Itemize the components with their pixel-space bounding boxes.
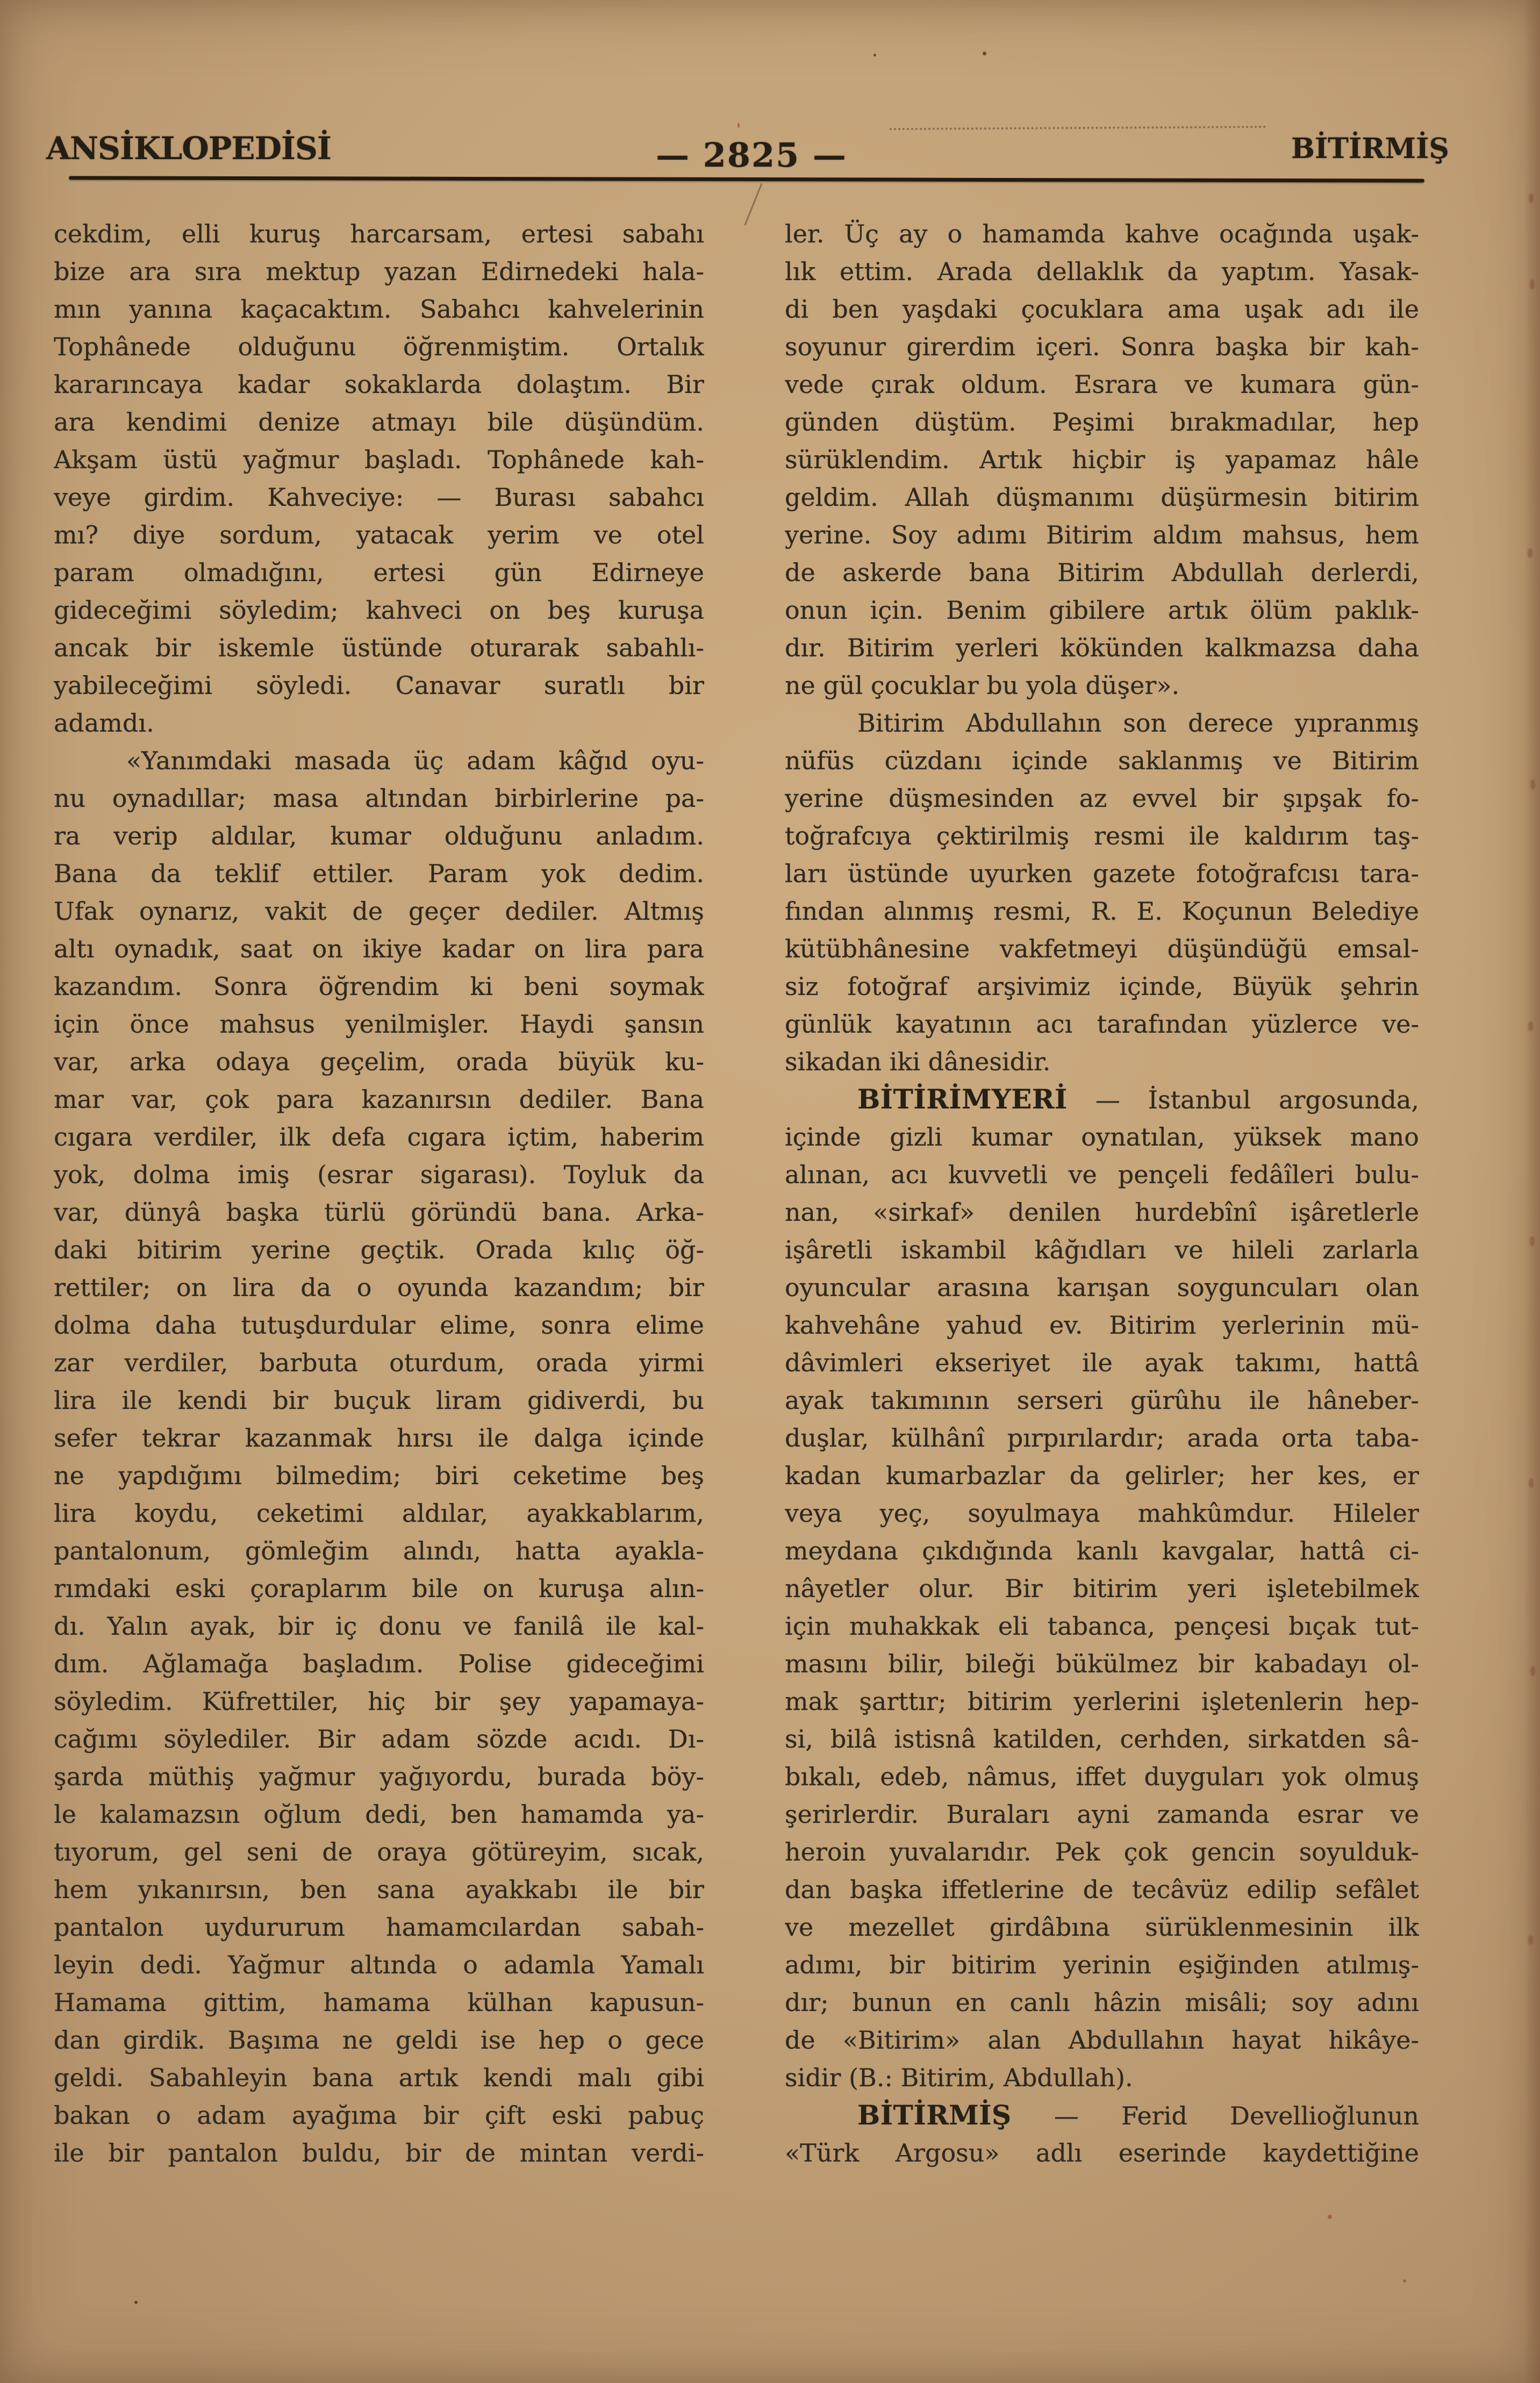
text-line: yerine düşmesinden az evvel bir şıpşak fo- bbox=[785, 784, 1419, 813]
paper-speck bbox=[983, 52, 986, 55]
text-line: heroin yuvalarıdır. Pek çok gencin soyulduk- bbox=[785, 1837, 1419, 1866]
text-line: di ben yaşdaki çocuklara ama uşak adı ile bbox=[785, 295, 1419, 324]
text-line: için muhakkak eli tabanca, pençesi bıçak tut- bbox=[785, 1612, 1419, 1641]
text-line: nâyetler olur. Bir bitirim yeri işletebilmek bbox=[785, 1574, 1419, 1603]
text-line: mı? diye sordum, yatacak yerim ve otel bbox=[54, 520, 704, 549]
text-line: için önce mahsus yenilmişler. Haydi şansın bbox=[54, 1010, 704, 1039]
text-line: kahvehâne yahud ev. Bitirim yerlerinin mü- bbox=[785, 1311, 1419, 1340]
text-line: günden düştüm. Peşimi bırakmadılar, hep bbox=[785, 407, 1419, 436]
text-line: lira ile kendi bir buçuk liram gidiverdi, bu bbox=[54, 1386, 704, 1415]
text-line: param olmadığını, ertesi gün Edirneye bbox=[54, 558, 704, 587]
text-line: var, dünyâ başka türlü göründü bana. Arka- bbox=[54, 1198, 704, 1227]
text-line: Ufak oynarız, vakit de geçer dediler. Altmış bbox=[54, 897, 704, 926]
text-line: yabileceğimi söyledi. Canavar suratlı bir bbox=[54, 671, 704, 700]
text-column-right bbox=[785, 215, 1419, 2172]
text-line: bıkalı, edeb, nâmus, iffet duyguları yok olmuş bbox=[785, 1762, 1419, 1791]
text-line: ne yapdığımı bilmedim; biri ceketime beş bbox=[54, 1461, 704, 1490]
text-line: söyledim. Küfrettiler, hiç bir şey yapamaya- bbox=[54, 1687, 704, 1716]
text-line: sürüklendim. Artık hiçbir iş yapamaz hâle bbox=[785, 445, 1419, 474]
header-divider-rule bbox=[69, 176, 1424, 182]
text-line: ayak takımının serseri gürûhu ile hâneber- bbox=[785, 1386, 1419, 1415]
text-line: ler. Üç ay o hamamda kahve ocağında uşak- bbox=[785, 219, 1419, 248]
text-line: de askerde bana Bitirim Abdullah derlerdi, bbox=[785, 558, 1419, 587]
text-line: sidir (B.: Bitirim, Abdullah). bbox=[785, 2063, 1133, 2092]
text-line: dır. Bitirim yerleri kökünden kalkmazsa daha bbox=[785, 633, 1419, 662]
text-line: dâvimleri ekseriyet ile ayak takımı, hattâ bbox=[785, 1348, 1419, 1377]
entry-headword: BİTİRMİŞ bbox=[857, 2099, 1012, 2131]
paper-speck bbox=[873, 54, 876, 56]
text-line: yok, dolma imiş (esrar sigarası). Toyluk da bbox=[54, 1160, 704, 1189]
text-line: kararıncaya kadar sokaklarda dolaştım. Bir bbox=[54, 370, 704, 399]
text-line: vede çırak oldum. Esrara ve kumara gün- bbox=[785, 370, 1419, 399]
page-right-edge-shadow bbox=[1524, 0, 1540, 2383]
text-line: veye girdim. Kahveciye: — Burası sabahcı bbox=[54, 483, 704, 512]
paper-fiber-mark bbox=[744, 183, 762, 225]
text-line: bize ara sıra mektup yazan Edirnedeki hala- bbox=[54, 257, 704, 286]
text-line: masını bilir, bileği bükülmez bir kabadayı ol- bbox=[785, 1649, 1419, 1678]
text-line: içinde gizli kumar oynatılan, yüksek mano bbox=[785, 1122, 1419, 1151]
paper-speck bbox=[134, 2301, 138, 2304]
text-line: rettiler; on lira da o oyunda kazandım; bir bbox=[54, 1273, 704, 1302]
text-line: işâretli iskambil kâğıdları ve hileli zarlarla bbox=[785, 1235, 1419, 1264]
text-line: Hamama gittim, hamama külhan kapusun- bbox=[54, 1988, 704, 2017]
text-line: sikadan iki dânesidir. bbox=[785, 1047, 1051, 1076]
text-line: lira koydu, ceketimi aldılar, ayakkablarım, bbox=[54, 1499, 704, 1528]
text-line: bakan o adam ayağıma bir çift eski pabuç bbox=[54, 2101, 704, 2130]
header-page-number: — 2825 — bbox=[656, 135, 847, 175]
text-line: daki bitirim yerine geçtik. Orada kılıç öğ- bbox=[54, 1235, 704, 1264]
text-line: ancak bir iskemle üstünde oturarak sabahlı- bbox=[54, 633, 704, 662]
paper-speck bbox=[1403, 2279, 1406, 2282]
text-line: adımı, bir bitirim yerinin eşiğinden atılmış- bbox=[785, 1950, 1419, 1979]
text-line: ve mezellet girdâbına sürüklenmesinin ilk bbox=[785, 1913, 1419, 1942]
text-line: nu oynadıllar; masa altından birbirlerine pa- bbox=[54, 784, 704, 813]
text-line: Tophânede olduğunu öğrenmiştim. Ortalık bbox=[54, 332, 704, 361]
text-line: oyuncular arasına karışan soyguncuları olan bbox=[785, 1273, 1419, 1302]
text-line: altı oynadık, saat on ikiye kadar on lira para bbox=[54, 934, 704, 963]
text-line: alınan, acı kuvvetli ve pençeli fedâîleri bulu- bbox=[785, 1160, 1419, 1189]
text-line: ları üstünde uyurken gazete fotoğrafcısı tara- bbox=[785, 859, 1419, 888]
text-line: dı. Yalın ayak, bir iç donu ve fanilâ ile kal- bbox=[54, 1612, 704, 1641]
text-line: kazandım. Sonra öğrendim ki beni soymak bbox=[54, 972, 704, 1001]
text-line: adamdı. bbox=[54, 709, 154, 738]
text-line: cağımı söylediler. Bir adam sözde acıdı. Dı- bbox=[54, 1724, 704, 1754]
text-line: ile bir pantalon buldu, bir de mintan verdi- bbox=[54, 2138, 704, 2167]
paper-speck bbox=[1328, 2215, 1332, 2219]
text-line: de «Bitirim» alan Abdullahın hayat hikâye- bbox=[785, 2026, 1419, 2055]
text-line: dan girdik. Başıma ne geldi ise hep o gece bbox=[54, 2026, 704, 2055]
text-line: dır; bunun en canlı hâzin misâli; soy adını bbox=[785, 1988, 1419, 2017]
text-line: zar verdiler, barbuta oturdum, orada yirmi bbox=[54, 1348, 704, 1377]
text-line: geldi. Sabahleyin bana artık kendi malı gibi bbox=[54, 2063, 704, 2092]
text-line: onun için. Benim gibilere artık ölüm paklık- bbox=[785, 596, 1419, 625]
text-line: nüfüs cüzdanı içinde saklanmış ve Bitirim bbox=[785, 746, 1419, 775]
paper-speck bbox=[737, 123, 740, 128]
text-line: le kalamazsın oğlum dedi, ben hamamda ya- bbox=[54, 1800, 704, 1829]
text-line: gideceğimi söyledim; kahveci on beş kuruşa bbox=[54, 596, 704, 625]
text-line: geldim. Allah düşmanımı düşürmesin bitirim bbox=[785, 483, 1419, 512]
entry-headword: BİTİRİMYERİ bbox=[857, 1083, 1068, 1115]
text-line: mar var, çok para kazanırsın dediler. Bana bbox=[54, 1085, 704, 1114]
text-line: «Türk Argosu» adlı eserinde kaydettiğine bbox=[785, 2138, 1419, 2167]
text-line: pantalon uydururum hamamcılardan sabah- bbox=[54, 1913, 704, 1942]
text-line: soyunur girerdim içeri. Sonra başka bir kah- bbox=[785, 332, 1419, 361]
text-line: «Yanımdaki masada üç adam kâğıd oyu- bbox=[126, 746, 704, 775]
text-line: kadan kumarbazlar da gelirler; her kes, er bbox=[785, 1461, 1419, 1490]
text-line: ne gül çocuklar bu yola düşer». bbox=[785, 671, 1180, 700]
text-line: duşlar, külhânî pırpırılardır; arada orta taba- bbox=[785, 1423, 1419, 1452]
text-line: kütübhânesine vakfetmeyi düşündüğü emsal- bbox=[785, 934, 1419, 963]
text-line: mak şarttır; bitirim yerlerini işletenlerin hep- bbox=[785, 1687, 1419, 1716]
text-line: nan, «sirkaf» denilen hurdebînî işâretlerle bbox=[785, 1198, 1419, 1227]
text-line: si, bilâ istisnâ katilden, cerhden, sirkatden sâ- bbox=[785, 1724, 1419, 1754]
text-line: cıgara verdiler, ilk defa cıgara içtim, haberim bbox=[54, 1122, 704, 1151]
text-line: cekdim, elli kuruş harcarsam, ertesi sabahı bbox=[54, 219, 704, 248]
text-line: şarda müthiş yağmur yağıyordu, burada böy- bbox=[54, 1762, 704, 1791]
text-line: toğrafcıya çektirilmiş resmi ile kaldırım taş- bbox=[785, 821, 1419, 850]
text-line: mın yanına kaçacaktım. Sabahcı kahvelerinin bbox=[54, 295, 704, 324]
text-line: rımdaki eski çoraplarım bile on kuruşa alın- bbox=[54, 1574, 704, 1603]
text-line: yerine. Soy adımı Bitirim aldım mahsus, hem bbox=[785, 520, 1419, 549]
text-line: günlük kayatının acı tarafından yüzlerce ve- bbox=[785, 1010, 1419, 1039]
text-line: BİTİRMİŞ — Ferid Devellioğlunun bbox=[857, 2099, 1419, 2131]
header-entry-word: BİTİRMİŞ bbox=[1291, 132, 1449, 165]
text-line: BİTİRİMYERİ — İstanbul argosunda, bbox=[857, 1083, 1419, 1115]
text-line: dan başka iffetlerine de tecâvüz edilip sefâlet bbox=[785, 1875, 1419, 1904]
text-line: lık ettim. Arada dellaklık da yaptım. Yasak- bbox=[785, 257, 1419, 286]
text-line: tıyorum, gel seni de oraya götüreyim, sıcak, bbox=[54, 1837, 704, 1866]
text-line: siz fotoğraf arşivimiz içinde, Büyük şehrin bbox=[785, 972, 1419, 1001]
text-line: ra verip aldılar, kumar olduğunu anladım. bbox=[54, 821, 704, 850]
text-line: meydana çıkdığında kanlı kavgalar, hattâ ci- bbox=[785, 1536, 1419, 1565]
scan-dotted-line-artifact bbox=[890, 126, 1266, 130]
text-line: Bana da teklif ettiler. Param yok dedim. bbox=[54, 859, 704, 888]
text-line: Bitirim Abdullahın son derece yıpranmış bbox=[857, 709, 1419, 738]
text-line: pantalonum, gömleğim alındı, hatta ayakla- bbox=[54, 1536, 704, 1565]
text-line: leyin dedi. Yağmur altında o adamla Yamalı bbox=[54, 1950, 704, 1979]
text-line: sefer tekrar kazanmak hırsı ile dalga içinde bbox=[54, 1423, 704, 1452]
text-line: dım. Ağlamağa başladım. Polise gideceğimi bbox=[54, 1649, 704, 1678]
text-line: var, arka odaya geçelim, orada büyük ku- bbox=[54, 1047, 704, 1076]
text-line: şerirlerdir. Buraları ayni zamanda esrar ve bbox=[785, 1800, 1419, 1829]
text-line: dolma daha tutuşdurdular elime, sonra elime bbox=[54, 1311, 704, 1340]
text-line: hem yıkanırsın, ben sana ayakkabı ile bir bbox=[54, 1875, 704, 1904]
text-line: ara kendimi denize atmayı bile düşündüm. bbox=[54, 407, 704, 436]
header-work-title: ANSİKLOPEDİSİ bbox=[46, 130, 332, 167]
text-line: veya yeç, soyulmaya mahkûmdur. Hileler bbox=[785, 1499, 1419, 1528]
text-column-left bbox=[54, 215, 704, 2172]
text-line: fından alınmış resmi, R. E. Koçunun Belediye bbox=[785, 897, 1419, 926]
text-line: Akşam üstü yağmur başladı. Tophânede kah- bbox=[54, 445, 704, 474]
